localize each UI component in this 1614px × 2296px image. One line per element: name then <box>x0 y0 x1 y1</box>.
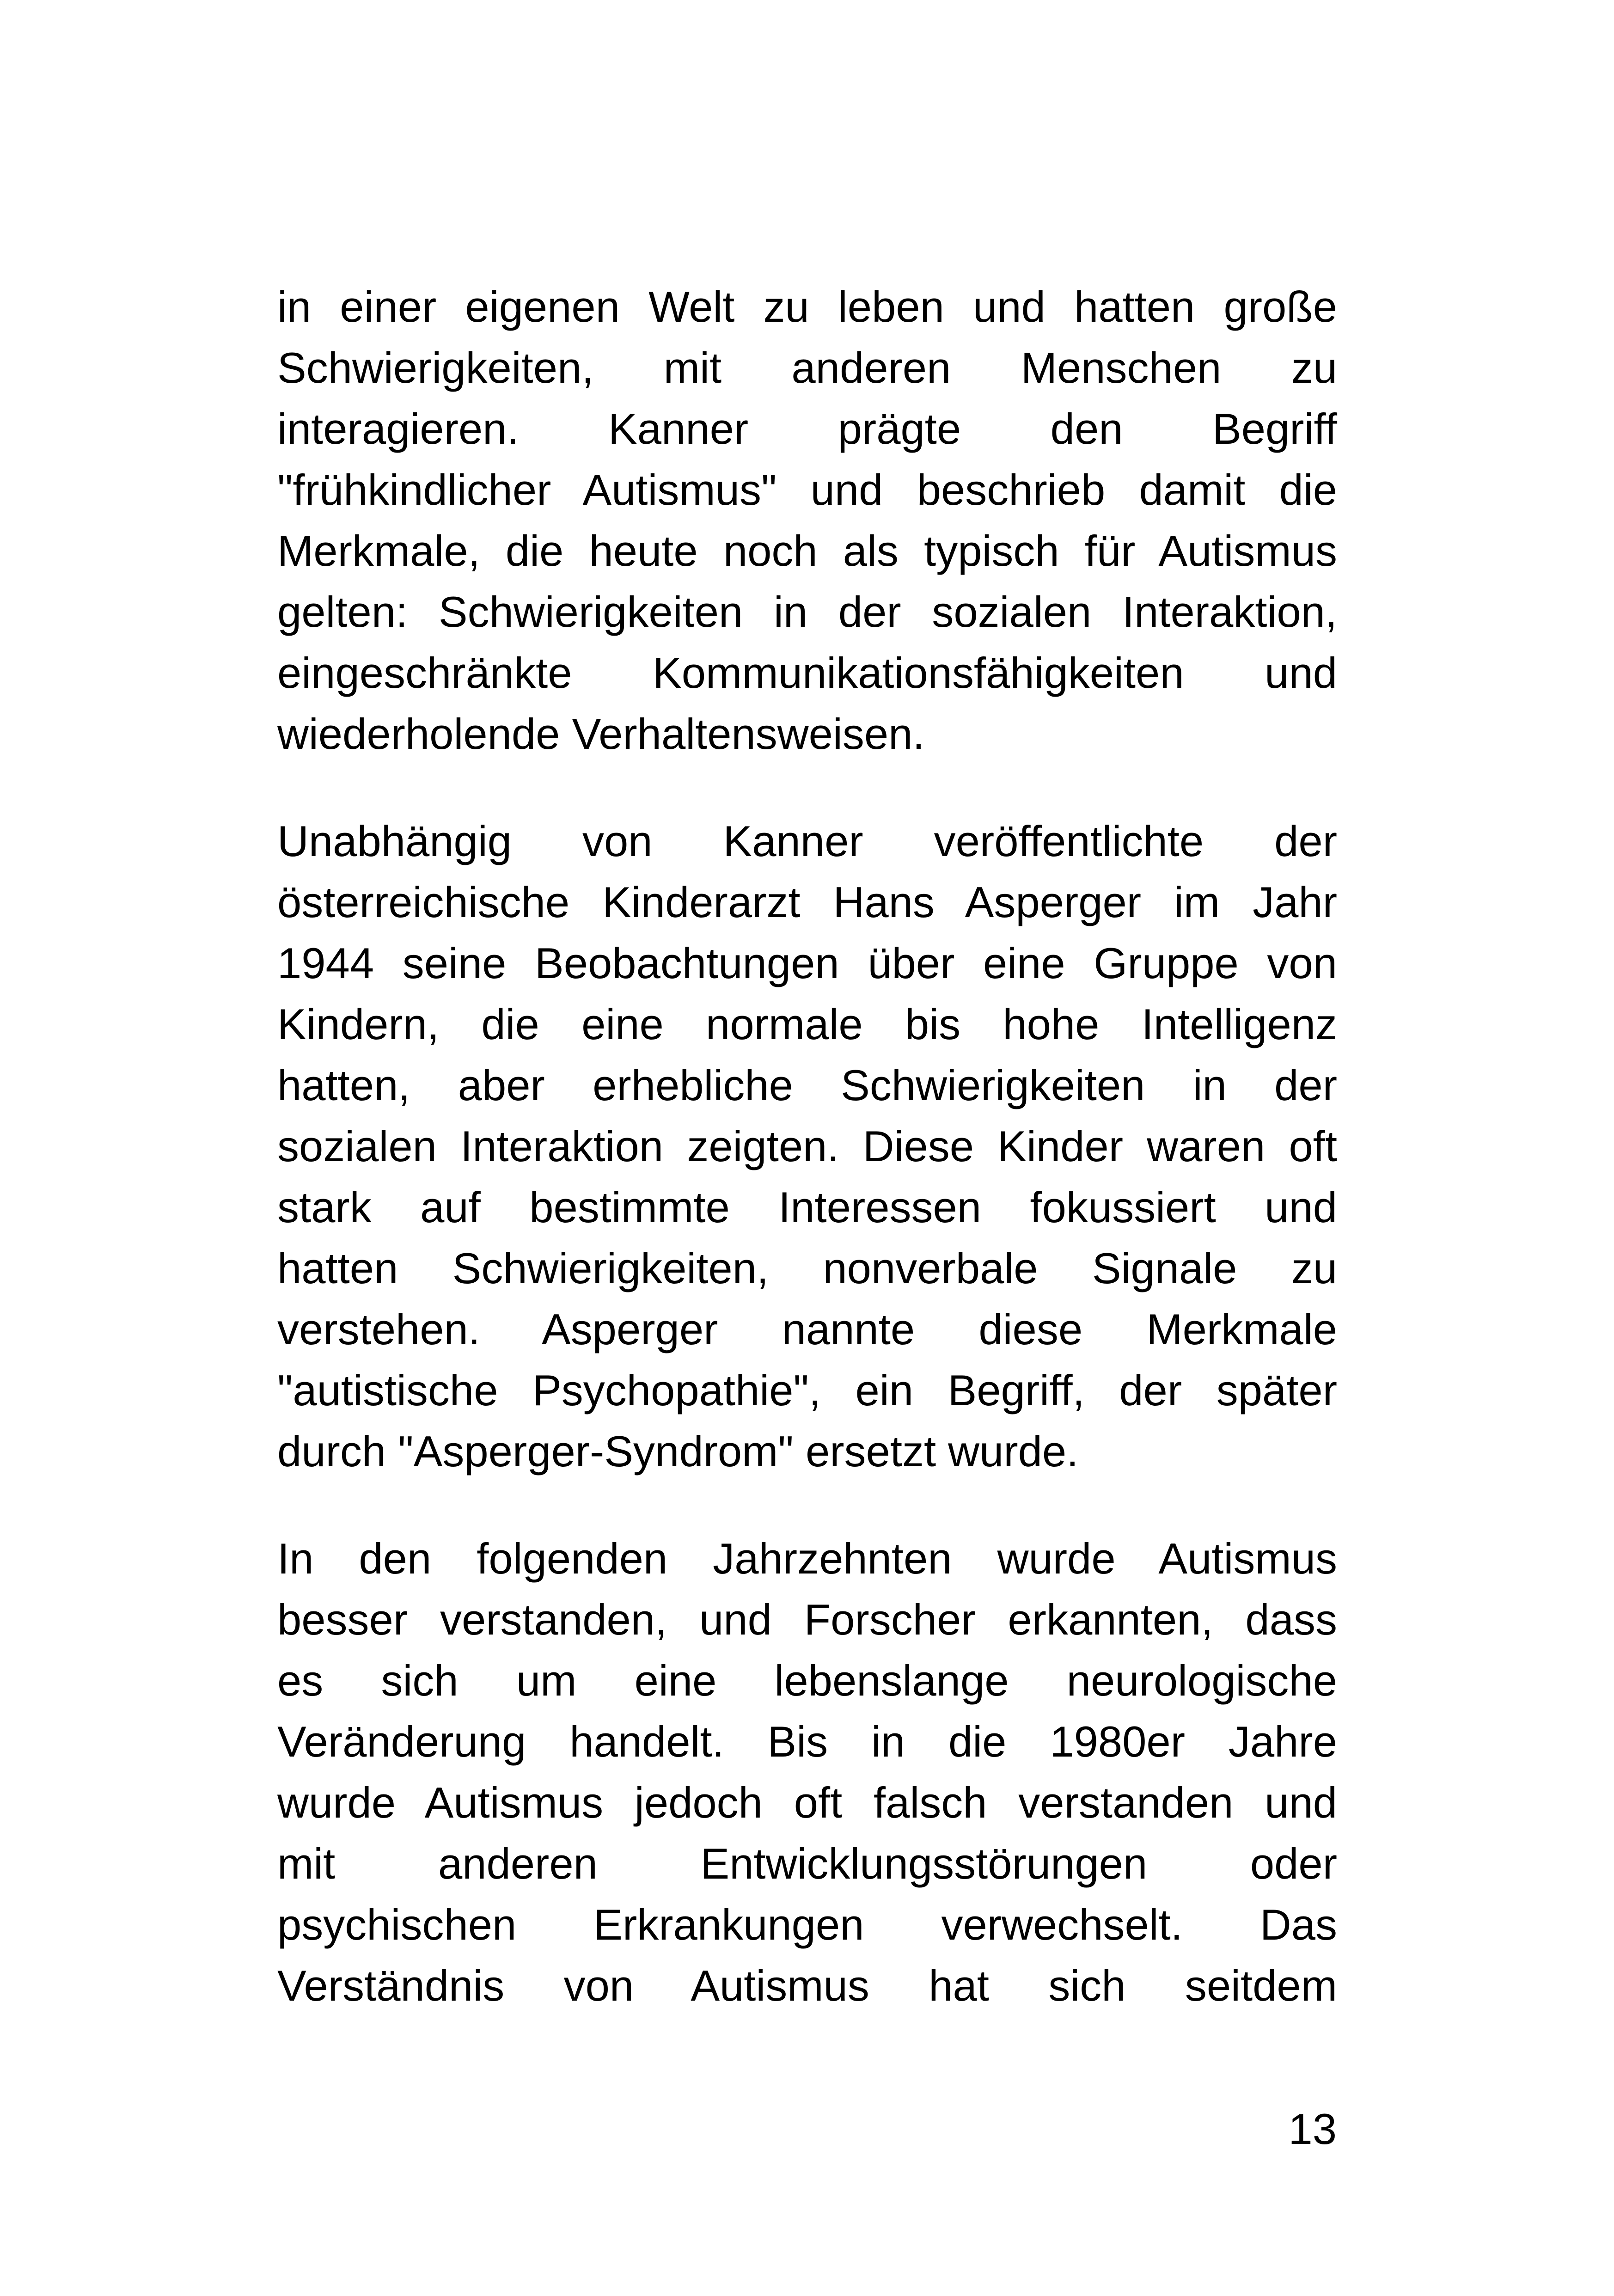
text-line: wurde Autismus jedoch oft falsch verstanden und <box>277 1778 1337 1827</box>
text-line: "frühkindlicher Autismus" und beschrieb damit die <box>277 465 1337 514</box>
text-line: hatten, aber erhebliche Schwierigkeiten in der <box>277 1061 1337 1109</box>
text-line: Verständnis von Autismus hat sich seitdem <box>277 1961 1337 2010</box>
text-line: besser verstanden, und Forscher erkannten, dass <box>277 1595 1337 1644</box>
text-line: interagieren. Kanner prägte den Begriff <box>277 404 1337 453</box>
text-line: eingeschränkte Kommunikationsfähigkeiten und <box>277 649 1337 697</box>
text-line: Unabhängig von Kanner veröffentlichte der <box>277 817 1337 865</box>
text-line: 1944 seine Beobachtungen über eine Gruppe von <box>277 939 1337 987</box>
text-line: In den folgenden Jahrzehnten wurde Autismus <box>277 1534 1337 1583</box>
text-line: stark auf bestimmte Interessen fokussiert und <box>277 1183 1337 1231</box>
text-line: gelten: Schwierigkeiten in der sozialen Interaktion, <box>277 588 1337 636</box>
text-line: wiederholende Verhaltensweisen. <box>277 710 925 758</box>
text-line: Kindern, die eine normale bis hohe Intelligenz <box>277 1000 1337 1048</box>
text-line: hatten Schwierigkeiten, nonverbale Signale zu <box>277 1244 1337 1292</box>
paragraph-3 <box>277 1528 1337 2016</box>
text-line: österreichische Kinderarzt Hans Asperger im Jahr <box>277 878 1337 926</box>
paragraph-1 <box>277 276 1337 765</box>
text-line: es sich um eine lebenslange neurologische <box>277 1656 1337 1705</box>
text-line: Merkmale, die heute noch als typisch für Autismus <box>277 527 1337 575</box>
text-line: verstehen. Asperger nannte diese Merkmale <box>277 1305 1337 1353</box>
text-line: Veränderung handelt. Bis in die 1980er Jahre <box>277 1717 1337 1766</box>
text-line: psychischen Erkrankungen verwechselt. Das <box>277 1900 1337 1949</box>
body-text <box>277 276 1337 2016</box>
page-number: 13 <box>1288 2105 1337 2153</box>
text-line: "autistische Psychopathie", ein Begriff, der später <box>277 1366 1337 1414</box>
text-line: sozialen Interaktion zeigten. Diese Kinder waren oft <box>277 1122 1337 1170</box>
text-line: durch "Asperger-Syndrom" ersetzt wurde. <box>277 1427 1079 1476</box>
text-line: Schwierigkeiten, mit anderen Menschen zu <box>277 343 1337 392</box>
text-line: in einer eigenen Welt zu leben und hatten große <box>277 282 1337 331</box>
text-line: mit anderen Entwicklungsstörungen oder <box>277 1839 1337 1888</box>
paragraph-2 <box>277 811 1337 1482</box>
